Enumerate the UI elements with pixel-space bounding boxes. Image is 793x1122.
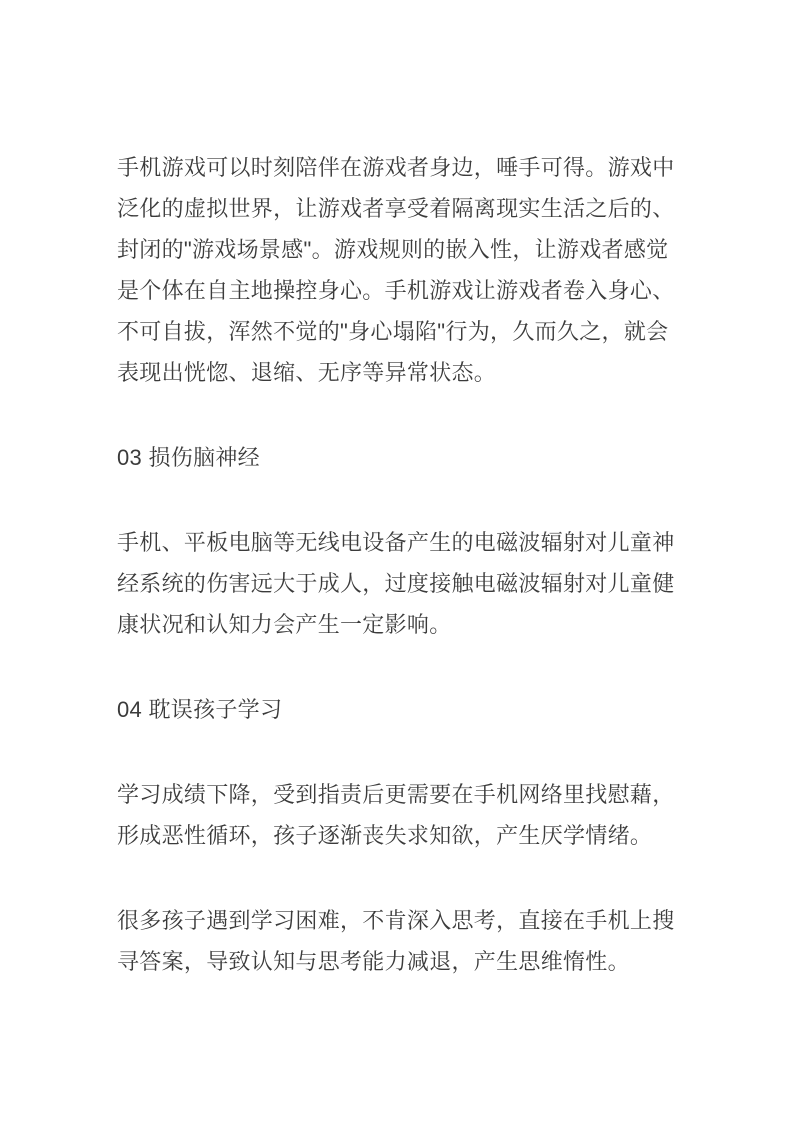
- heading-03-brain-nerve-damage: 03 损伤脑神经: [117, 445, 260, 470]
- paragraph-declining-grades: 学习成绩下降，受到指责后更需要在手机网络里找慰藉，形成恶性循环，孩子逐渐丧失求知欲，产生厌学情绪。: [117, 782, 675, 848]
- paragraph-electromagnetic-radiation: 手机、平板电脑等无线电设备产生的电磁波辐射对儿童神经系统的伤害远大于成人，过度接触电磁波辐射对儿童健康状况和认知力会产生一定影响。: [117, 530, 675, 637]
- paragraph-mobile-game-immersion: 手机游戏可以时刻陪伴在游戏者身边，唾手可得。游戏中泛化的虚拟世界，让游戏者享受着隔离现实生活之后的、封闭的"游戏场景感"。游戏规则的嵌入性，让游戏者感觉是个体在自主地操控身心。手机游戏让游戏者卷入身心、不可自拔，浑然不觉的"身心塌陷"行为，久而久之，就会表现出恍惚、退缩、无序等异常状态。: [117, 155, 675, 385]
- paragraph-thinking-laziness: 很多孩子遇到学习困难，不肯深入思考，直接在手机上搜寻答案，导致认知与思考能力减退，产生思维惰性。: [117, 908, 675, 974]
- heading-04-delay-child-study: 04 耽误孩子学习: [117, 697, 283, 722]
